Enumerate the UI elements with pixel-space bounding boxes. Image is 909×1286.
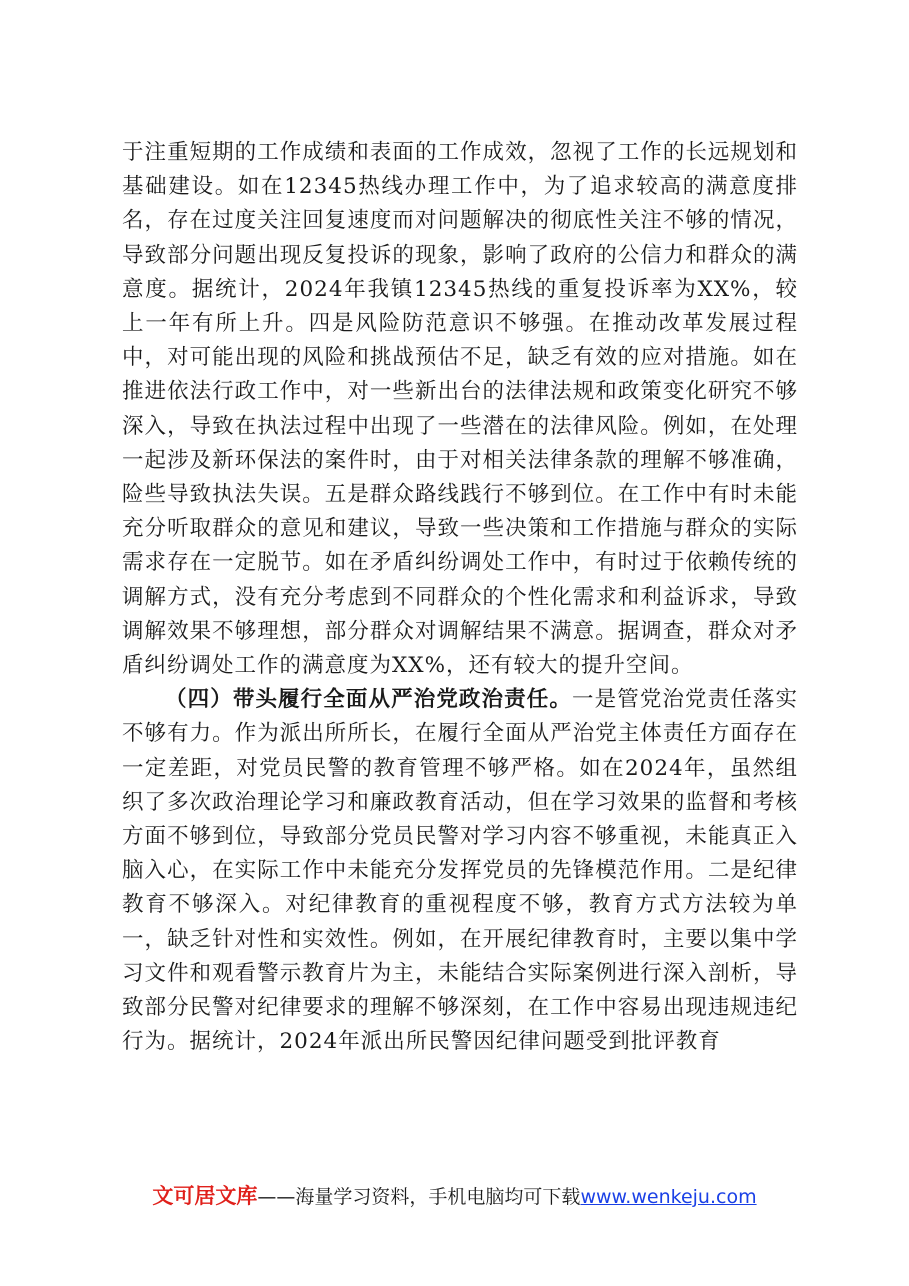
section-paragraph [122, 683, 798, 1059]
section-body: 一是管党治党责任落实不够有力。作为派出所所长，在履行全面从严治党主体责任方面存在一定差距，对党员民警的教育管理不够严格。如在2024年，虽然组织了多次政治理论学习和廉政教育活动，但在学习效果的监督和考核方面不够到位，导致部分党员民警对学习内容不够重视，未能真正入脑入心，在实际工作中未能充分发挥党员的先锋模范作用。二是纪律教育不够深入。对纪律教育的重视程度不够，教育方式方法较为单一，缺乏针对性和实效性。例如，在开展纪律教育时，主要以集中学习文件和观看警示教育片为主，未能结合实际案例进行深入剖析，导致部分民警对纪律要求的理解不够深刻，在工作中容易出现违规违纪行为。据统计，2024年派出所民警因纪律问题受到批评教育 [122, 687, 798, 1055]
footer-tagline: ——海量学习资料，手机电脑均可下载 [257, 1186, 581, 1208]
footer-banner [0, 1182, 909, 1211]
section-heading: （四）带头履行全面从严治党政治责任。 [165, 687, 572, 713]
website-link[interactable]: www.wenkeju.com [580, 1186, 757, 1208]
document-body [122, 136, 798, 1059]
continued-paragraph: 于注重短期的工作成绩和表面的工作成效，忽视了工作的长远规划和基础建设。如在12345热线办理工作中，为了追求较高的满意度排名，存在过度关注回复速度而对问题解决的彻底性关注不够的情况，导致部分问题出现反复投诉的现象，影响了政府的公信力和群众的满意度。据统计，2024年我镇12345热线的重复投诉率为XX%，较上一年有所上升。四是风险防范意识不够强。在推动改革发展过程中，对可能出现的风险和挑战预估不足，缺乏有效的应对措施。如在推进依法行政工作中，对一些新出台的法律法规和政策变化研究不够深入，导致在执法过程中出现了一些潜在的法律风险。例如，在处理一起涉及新环保法的案件时，由于对相关法律条款的理解不够准确，险些导致执法失误。五是群众路线践行不够到位。在工作中有时未能充分听取群众的意见和建议，导致一些决策和工作措施与群众的实际需求存在一定脱节。如在矛盾纠纷调处工作中，有时过于依赖传统的调解方式，没有充分考虑到不同群众的个性化需求和利益诉求，导致调解效果不够理想，部分群众对调解结果不满意。据调查，群众对矛盾纠纷调处工作的满意度为XX%，还有较大的提升空间。 [122, 140, 798, 679]
brand-name: 文可居文库 [152, 1184, 258, 1208]
